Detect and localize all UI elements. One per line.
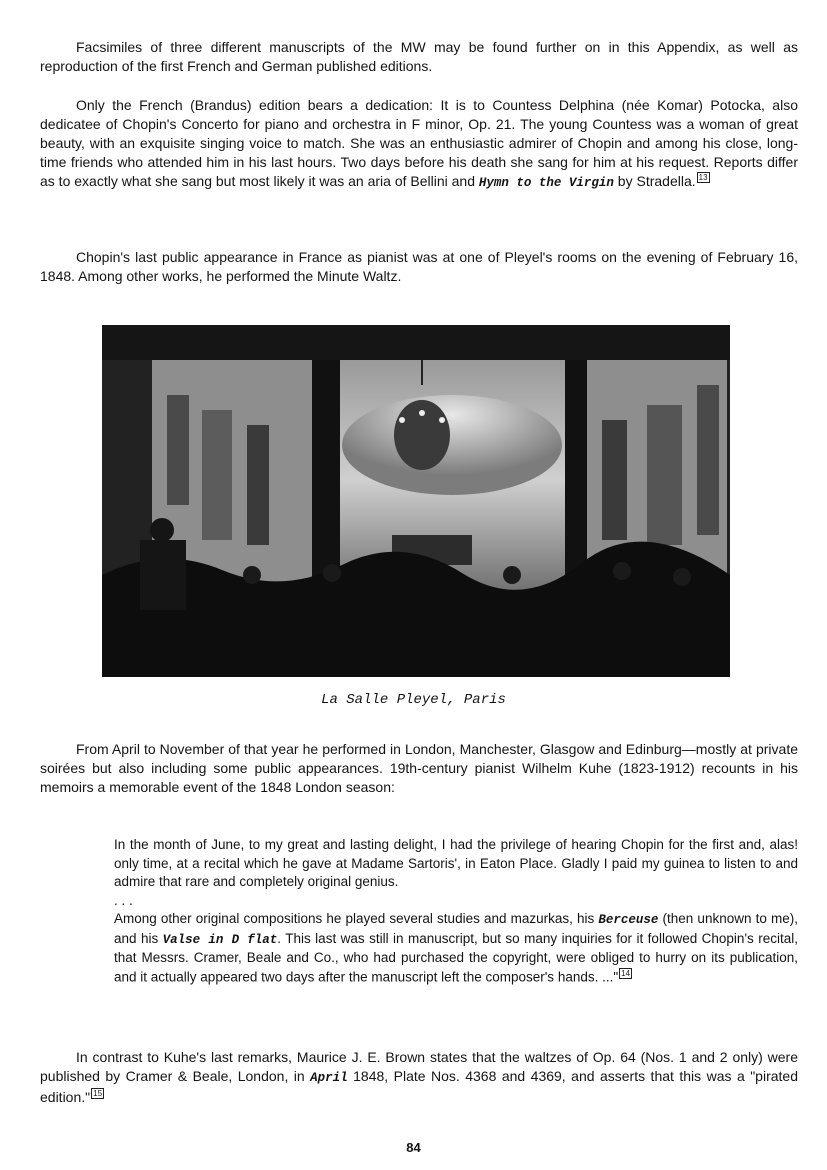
page-number: 84 (406, 1140, 421, 1155)
hymn-title: Hymn to the Virgin (478, 176, 614, 190)
kuhe-quote (114, 836, 798, 987)
footnote-ref-14[interactable]: 14 (621, 968, 631, 978)
footnote-ref-13[interactable]: 13 (698, 173, 708, 183)
quote-paragraph-2: Among other original compositions he played several studies and mazurkas, his Berceuse (then unknown to me), and his Valse in D flat. This last was still in manuscript, but so many inquiries for it followed Chopin's recital, that Messrs. Cramer, Beale and Co., who had purchased the copyright, were obliged to hurry on its publication, and it actually appeared two days after the manuscript left the composer's hands. ..." 14 (114, 911, 798, 984)
paragraph-last-appearance: Chopin's last public appearance in France as pianist was at one of Pleyel's rooms on the evening of February 16, 1848. Among other works, he performed the Minute Waltz. (40, 249, 798, 284)
quote-ellipsis: . . . (114, 892, 133, 908)
berceuse-title: Berceuse (598, 913, 659, 927)
footnote-ref-15[interactable]: 15 (93, 1089, 103, 1099)
salle-pleyel-illustration (102, 325, 730, 677)
paragraph-facsimiles: Facsimiles of three different manuscripts of the MW may be found further on in this Appendix, as well as reproduction of the first French and German published editions. (40, 39, 798, 74)
figure-caption: La Salle Pleyel, Paris (321, 692, 506, 708)
paragraph-dedication: Only the French (Brandus) edition bears a dedication: It is to Countess Delphina (née Komar) Potocka, also dedicatee of Chopin's Concerto for piano and orchestra in F minor, Op. 21. The young Countess was a woman of great beauty, with an exquisite singing voice to match. She was an enthusiastic admirer of Chopin and among his close, long-time friends who attended him in his last hours. Two days before his death she sang for him at his request. Reports differ as to exactly what she sang but most likely it was an aria of Bellini and Hymn to the Virgin by Stradella. 13 (40, 97, 798, 190)
paragraph-london: From April to November of that year he performed in London, Manchester, Glasgow and Edinburg—mostly at private soirées but also including some public appearances. 19th-century pianist Wilhelm Kuhe (1823-1912) recounts in his memoirs a memorable event of the 1848 London season: (40, 741, 798, 795)
valse-title: Valse in D flat (162, 932, 278, 947)
paragraph-brown: In contrast to Kuhe's last remarks, Maurice J. E. Brown states that the waltzes of Op. 64 (Nos. 1 and 2 only) were published by Cramer & Beale, London, in April 1848, Plate Nos. 4368 and 4369, and asserts that this was a "pirated edition." 15 (40, 1049, 798, 1105)
quote-paragraph-1: In the month of June, to my great and lasting delight, I had the privilege of hearing Chopin for the first and, alas! only time, at a recital which he gave at Madame Sartoris', in Eaton Place. Gladly I paid my guinea to listen to and admire that rare and completely original genius. (114, 837, 798, 889)
april-word: April (310, 1071, 348, 1085)
